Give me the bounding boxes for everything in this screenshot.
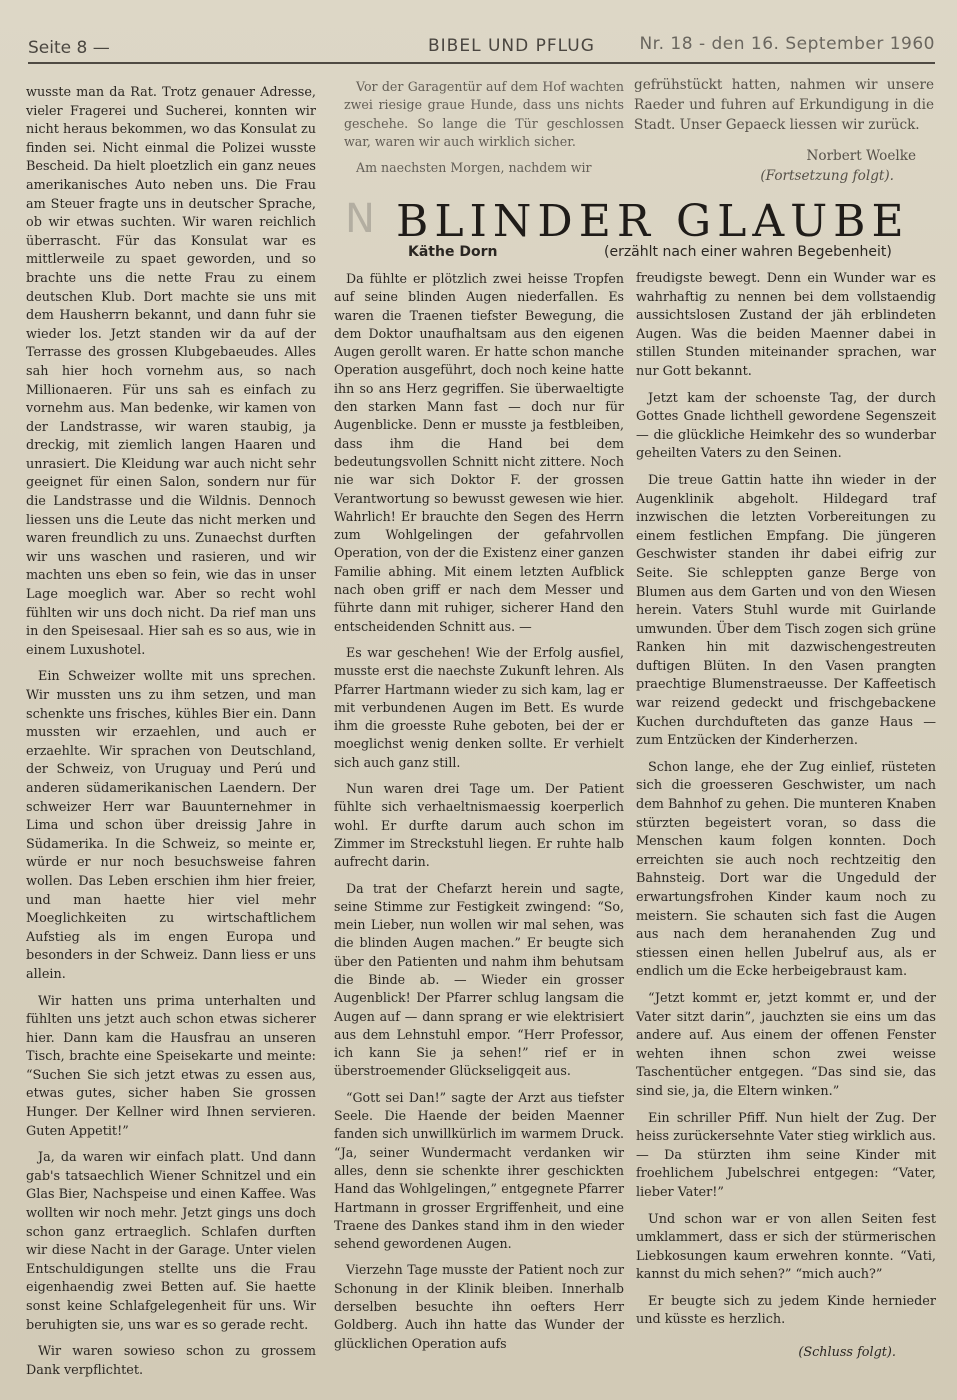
column-1 [26, 84, 316, 1380]
paragraph: Die treue Gattin hatte ihn wieder in der Augenklinik abgeholt. Hildegard traf inzwischen die letzten Vorbereitungen zu einem festlichen Empfang. Die jüngeren Geschwister standen ihr dabei eifrig zur Seite. Sie schleppten ganze Berge von Blumen aus dem Garten und von den Wiesen herein. Vaters Stuhl wurde mit Guirlande umwunden. Über dem Tisch zogen sich grüne Ranken hin mit dazwischengestreuten duftigen Blüten. In den Vasen prangten praechtige Blumenstraeusse. Der Kaffeetisch war reizend gedeckt und frischgebackene Kuchen durchdufteten das ganze Haus — zum Entzücken der Kinderherzen. [636, 472, 936, 749]
issue-date: Nr. 18 - den 16. September 1960 [639, 34, 935, 54]
continued-note: (Schluss folgt). [798, 1345, 896, 1361]
margin-mark: N [345, 196, 375, 242]
page-header [28, 30, 935, 60]
paragraph: Es war geschehen! Wie der Erfolg ausfiel, musste erst die naechste Zukunft lehren. Als Pfarrer Hartmann wieder zu sich kam, lag er mit verbundenen Augen im Bett. Es wurde ihm die groesste Ruhe geboten, bei der er moeglichst wenig denken sollte. Er verhielt sich auch ganz still. [334, 644, 624, 770]
paragraph: Jetzt kam der schoenste Tag, der durch Gottes Gnade lichthell gewordene Segenszeit — die glückliche Heimkehr des so wunderbar geheilten Vaters zu den Seinen. [636, 390, 936, 462]
paragraph: Ja, da waren wir einfach platt. Und dann gab's tatsaechlich Wiener Schnitzel und ein Glas Bier, Nachspeise und einen Kaffee. Was wollten wir noch mehr. Jetzt gings uns doch schon ganz ertraeglich. Schlafen durften wir diese Nacht in der Garage. Unter vielen Entschuldigungen stellte uns die Frau eigenhaendig zwei Betten auf. Sie haette sonst keine Schlafgelegenheit für uns. Wir beruhigten sie, uns war es so gerade recht. [26, 1150, 316, 1333]
paragraph: freudigste bewegt. Denn ein Wunder war es wahrhaftig zu nennen bei dem vollstaendig aussichtslosen Zustand der jäh erblindeten Augen. Was die beiden Maenner dabei in stillen Stunden miteinander sprachen, war nur Gott bekannt. [636, 271, 936, 379]
column-2 [334, 270, 624, 1353]
page-number: Seite 8 — [28, 38, 110, 58]
paragraph: Er beugte sich zu jedem Kinde hernieder und küsste es herzlich. [636, 1293, 936, 1328]
paragraph: wusste man da Rat. Trotz genauer Adresse, vieler Fragerei und Sucherei, konnten wir nicht heraus bekommen, wo das Konsulat zu finden sei. Nicht einmal die Polizei wusste Bescheid. Da hielt ploetzlich ein ganz neues amerikanisches Auto neben uns. Die Frau am Steuer fragte uns in deutscher Sprache, ob wir etwas suchten. Wir waren reichlich überrascht. Für das Konsulat war es mittlerweile zu spaet geworden, und so brachte uns die nette Frau zu einem deutschen Klub. Dort machte sie uns mit dem Hausherrn bekannt, und dann fuhr sie wieder los. Jetzt standen wir da auf der Terrasse des grossen Klubgebaeudes. Alles sah hier hoch vornehm aus, so nach Millionaeren. Für uns sah es einfach zu vornehm aus. Man bedenke, wir kamen von der Landstrasse, wir waren staubig, ja dreckig, mit ziemlich langen Haaren und unrasiert. Die Kleidung war auch nicht sehr geeignet für einen Salon, sondern nur für die Landstrasse und die Wildnis. Dennoch liessen uns die Leute das nicht merken und waren freundlich zu uns. Zunaechst durften wir uns waschen und rasieren, und wir machten uns eben so fein, wie das in unser Lage moeglich war. Aber so recht wohl fühlten wir uns doch nicht. Da rief man uns in den Speisesaal. Hier sah es so aus, wie in einem Luxushotel. [26, 85, 316, 658]
paragraph: Schon lange, ehe der Zug einlief, rüsteten sich die groesseren Geschwister, um nach dem Bahnhof zu gehen. Die munteren Knaben stürzten begeistert voran, so dass die Menschen kaum folgen konnten. Doch erreichten sie auch noch rechtzeitig den Bahnsteig. Dort war die Ungeduld der erwartungsfrohen Kinder kaum noch zu meistern. Sie schauten sich fast die Augen aus nach dem heranahenden Zug und stiessen einen hellen Jubelruf aus, als er endlich um die Ecke herbeigebraust kam. [636, 759, 937, 980]
paragraph: Vor der Garagentür auf dem Hof wachten zwei riesige graue Hunde, dass uns nichts geschehe. So lange die Tür geschlossen war, waren wir auch wirklich sicher. [344, 79, 624, 149]
paragraph: Am naechsten Morgen, nachdem wir [356, 160, 592, 176]
paragraph: Wir waren sowieso schon zu grossem Dank verpflichtet. [26, 1344, 316, 1378]
paragraph: gefrühstückt hatten, nahmen wir unsere Raeder und fuhren auf Erkundigung in die Stadt. Unser Gepaeck liessen wir zurück. [634, 77, 934, 133]
paragraph: “Gott sei Dan!” sagte der Arzt aus tiefster Seele. Die Haende der beiden Maenner fanden sich unwillkürlich im warmem Druck. “Ja, seiner Wundermacht verdanken wir alles, denn sie schenkte ihrer geschickten Hand das Wohlgelingen,” entgegnete Pfarrer Hartmann in grosser Ergriffenheit, und eine Traene des Dankes stand ihm in den wieder sehend gewordenen Augen. [334, 1089, 624, 1252]
story-author: Käthe Dorn [408, 244, 498, 260]
paragraph: Ein schriller Pfiff. Nun hielt der Zug. Der heiss zurückersehnte Vater stieg wirklich aus. — Da stürzten ihm seine Kinder mit froehlichem Jubelschrei entgegen: “Vater, lieber Vater!” [636, 1110, 936, 1200]
paragraph: “Jetzt kommt er, jetzt kommt er, und der Vater sitzt darin”, jauchzten sie eins um das andere auf. Aus einem der offenen Fenster wehten ihnen schon zwei weisse Taschentücher entgegen. “Das sind sie, das sind sie, ja, die Eltern winken.” [636, 990, 936, 1099]
column-2-continuation [344, 78, 624, 177]
continued-note: (Fortsetzung folgt). [760, 168, 894, 185]
paragraph: Ein Schweizer wollte mit uns sprechen. Wir mussten uns zu ihm setzen, und man schenkte uns frisches, kühles Bier ein. Dann mussten wir erzaehlen, und auch er erzaehlte. Wir sprachen von Deutschland, der Schweiz, von Uruguay und Perú und anderen südamerikanischen Laendern. Der schweizer Herr war Bauunternehmer in Lima und schon über dreissig Jahre in Südamerika. In die Schweiz, so meinte er, würde er nur noch besuchsweise fahren wollen. Das Leben erschien ihm hier freier, und man haette hier viel mehr Moeglichkeiten zu wirtschaftlichem Aufstieg als im engen Europa und besonders in der Schweiz. Dann liess er uns allein. [26, 669, 316, 982]
paragraph: Da trat der Chefarzt herein und sagte, seine Stimme zur Festigkeit zwingend: “So, mein Lieber, nun wollen wir mal sehen, was die blinden Augen machen.” Er beugte sich über den Patienten und nahm ihm behutsam die Binde ab. — Wieder ein grosser Augenblick! Der Pfarrer schlug langsam die Augen auf — dann sprang er wie elektrisiert aus dem Lehnstuhl empor. “Herr Professor, ich kann Sie ja sehen!” rief er in überstroemender Glückseligqeit aus. [334, 880, 624, 1079]
story-title: BLINDER GLAUBE [396, 196, 910, 247]
header-rule [28, 62, 935, 64]
story-subtitle: (erzählt nach einer wahren Begebenheit) [604, 244, 892, 260]
paragraph: Vierzehn Tage musste der Patient noch zur Schonung in der Klinik bleiben. Innerhalb derselben besuchte ihn oefters Herr Goldberg. Auch ihn hatte das Wunder der glücklichen Operation aufs [334, 1262, 624, 1351]
paragraph: Nun waren drei Tage um. Der Patient fühlte sich verhaeltnismaessig koerperlich wohl. Er durfte darum auch schon im Zimmer im Streckstuhl liegen. Er ruhte halb aufrecht darin. [334, 781, 624, 870]
article-author: Norbert Woelke [806, 148, 916, 165]
column-3-continuation [634, 76, 934, 187]
paragraph: Und schon war er von allen Seiten fest umklammert, dass er sich der stürmerischen Liebkosungen kaum erwehren konnte. “Vati, kannst du mich sehen?” “mich auch?” [636, 1211, 936, 1283]
column-3 [636, 270, 936, 1363]
newspaper-title: BIBEL UND PFLUG [428, 36, 595, 56]
paragraph: Da fühlte er plötzlich zwei heisse Tropfen auf seine blinden Augen niederfallen. Es waren die Traenen tiefster Bewegung, die dem Doktor unaufhaltsam aus den eigenen Augen gerollt waren. Er hatte schon manche Operation ausgeführt, doch noch keine hatte ihn so ans Herz gegriffen. Sie überwaeltigte den starken Mann fast — doch nur für Augenblicke. Denn er musste ja festbleiben, dass ihm die Hand bei dem bedeutungsvollen Schnitt nicht zittere. Noch nie war sich Doktor F. der grossen Verantwortung so bewusst gewesen wie hier. Wahrlich! Er brauchte den Segen des Herrn zum Wohlgelingen der gefahrvollen Operation, von der die Existenz einer ganzen Familie abhing. Mit einem letzten Aufblick nach oben griff er nach dem Messer und führte dann mit ruhiger, sicherer Hand den entscheidenden Schnitt aus. — [334, 271, 624, 634]
paragraph: Wir hatten uns prima unterhalten und fühlten uns jetzt auch schon etwas sicherer hier. Dann kam die Hausfrau an unseren Tisch, brachte eine Speisekarte und meinte: “Suchen Sie sich jetzt etwas zu essen aus, etwas gutes, sicher haben Sie grossen Hunger. Der Kellner wird Ihnen servieren. Guten Appetit!” [26, 993, 316, 1139]
